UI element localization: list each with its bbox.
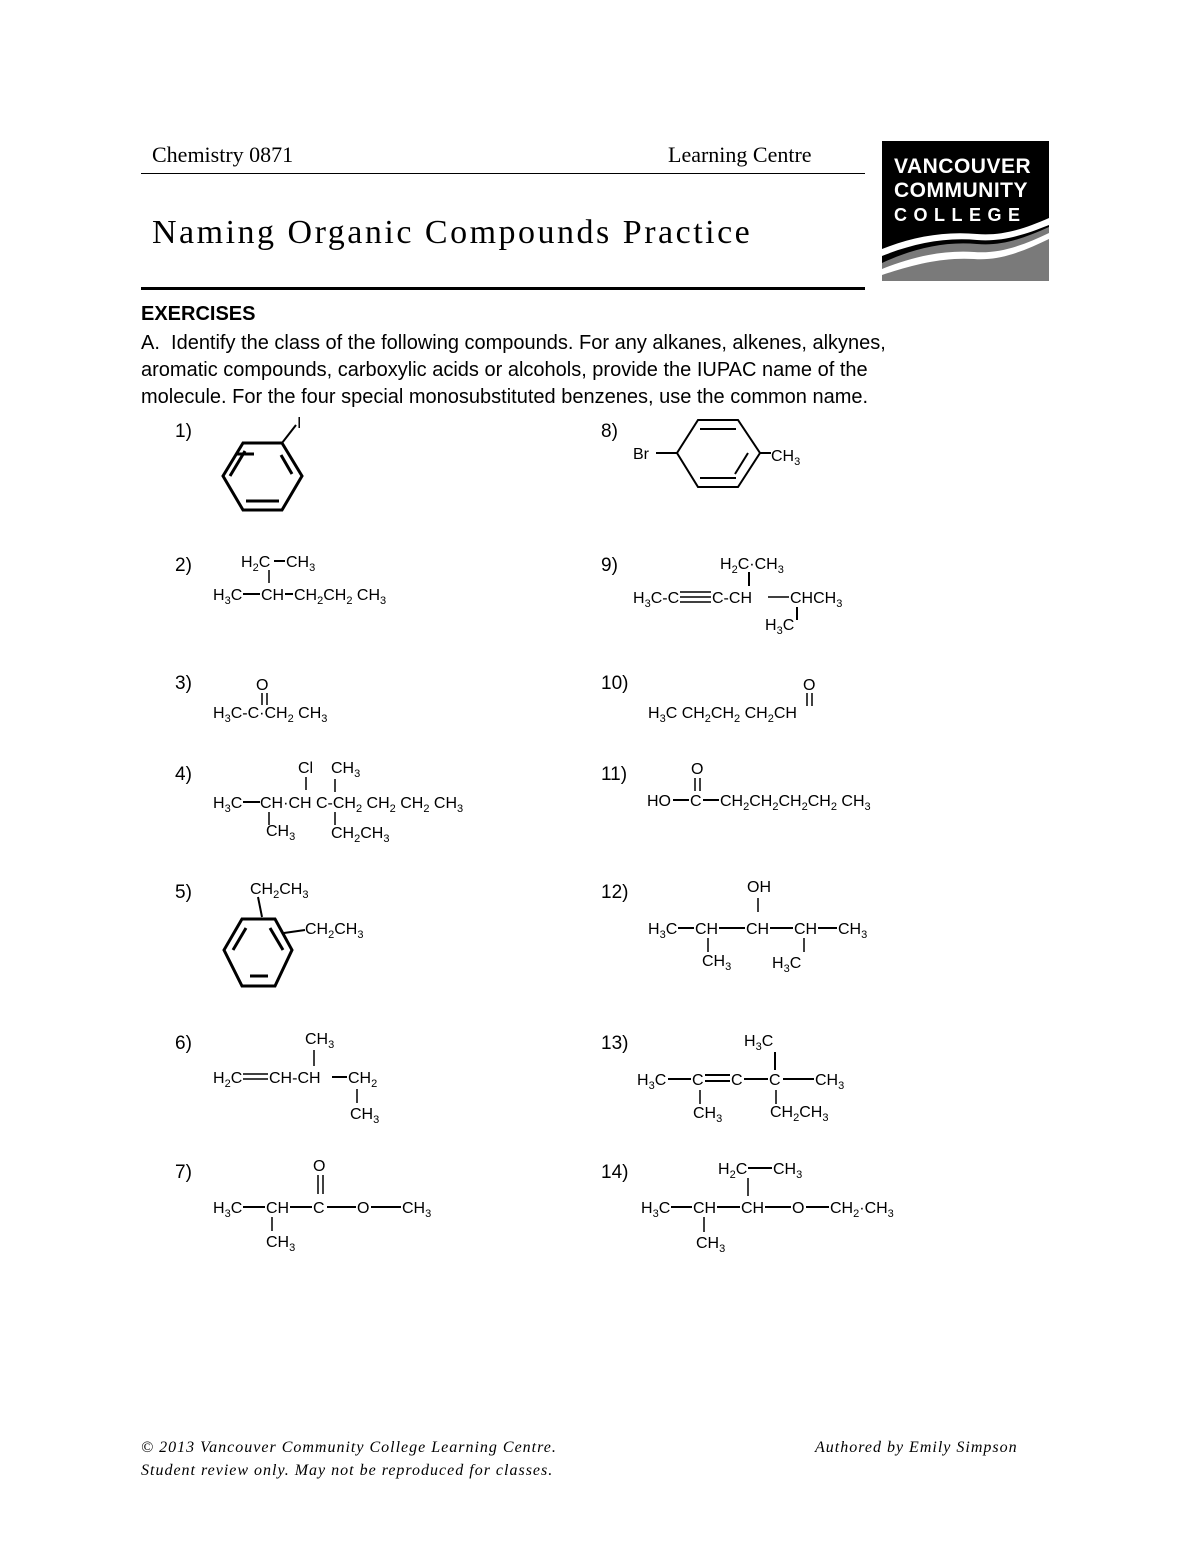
svg-text:CH: CH	[741, 1200, 765, 1217]
svg-text:CH: CH	[746, 921, 770, 938]
svg-text:H3C: $H_3C$	[213, 795, 243, 815]
svg-text:OH: OH	[747, 879, 771, 896]
instruction-line-1: A. Identify the class of the following compounds. For any alkanes, alkenes, alkynes,	[141, 332, 886, 354]
problem-number-10: 10)	[601, 673, 629, 694]
svg-text:C: C	[769, 1072, 781, 1089]
problem-number-11: 11)	[601, 764, 628, 785]
svg-text:Br: Br	[633, 446, 649, 463]
svg-text:H3C: $H_3C$	[765, 617, 795, 637]
svg-text:CH3: $CH_3$	[771, 448, 801, 468]
svg-text:C: C	[692, 1072, 704, 1089]
svg-text:H3C-C: $H_3C-C$	[633, 590, 680, 610]
svg-text:CH2: $CH_2$	[348, 1070, 378, 1090]
structure-2	[213, 554, 386, 607]
centre-name: Learning Centre	[668, 142, 812, 167]
svg-text:H3C: $H_3C$	[648, 921, 678, 941]
svg-text:CH2CH3: $CH_2CH_3$	[305, 921, 364, 941]
svg-text:CH2CH2 CH3: $CH_2CH_2$ $CH_3$	[294, 587, 387, 607]
svg-text:CH2CH2CH2CH2 CH3: $CH_2CH_2CH_2CH_2$ $CH_3$	[720, 793, 871, 813]
svg-text:CH3: $CH_3$	[266, 1234, 296, 1254]
svg-text:O: O	[691, 761, 704, 778]
structure-10	[648, 677, 815, 725]
instruction-line-3: molecule. For the four special monosubstituted benzenes, use the common name.	[141, 386, 869, 408]
svg-text:CH-CH: CH-CH	[269, 1070, 321, 1087]
problem-number-6: 6)	[175, 1033, 192, 1054]
svg-text:CH·CH C-CH2 CH2 CH2 CH3: CH·CH $C-CH_2$ $CH_2$ $CH_2$ $CH_3$	[260, 795, 464, 815]
problem-number-8: 8)	[601, 421, 618, 442]
problem-number-2: 2)	[175, 555, 192, 576]
svg-text:O: O	[803, 677, 816, 694]
page-title: Naming Organic Compounds Practice	[152, 214, 753, 251]
problem-number-5: 5)	[175, 882, 192, 903]
svg-text:CHCH3: $CHCH_3$	[790, 590, 843, 610]
svg-text:CH: CH	[695, 921, 719, 938]
problem-number-13: 13)	[601, 1033, 629, 1054]
problem-number-7: 7)	[175, 1162, 192, 1183]
svg-text:CH2CH3: $CH_2CH_3$	[331, 825, 390, 845]
svg-text:C: C	[313, 1200, 325, 1217]
structure-12	[648, 879, 867, 975]
svg-text:C: C	[690, 793, 702, 810]
svg-text:CH3: $CH_3$	[815, 1072, 845, 1092]
svg-text:C-CH: C-CH	[712, 590, 752, 607]
svg-text:H3C: $H_3C$	[744, 1033, 774, 1053]
structure-14	[641, 1161, 894, 1255]
structure-7	[213, 1158, 431, 1254]
svg-text:CH: CH	[794, 921, 818, 938]
footer-notice: Student review only. May not be reproduced for classes.	[141, 1462, 554, 1479]
svg-text:H2C: $H_2C$	[718, 1161, 748, 1181]
svg-text:CH3: $CH_3$	[702, 953, 732, 973]
svg-text:H3C: $H_3C$	[213, 1200, 243, 1220]
svg-text:CH3: $CH_3$	[331, 760, 361, 780]
svg-text:CH3: $CH_3$	[350, 1106, 380, 1126]
svg-text:O: O	[357, 1200, 370, 1217]
svg-text:O: O	[792, 1200, 805, 1217]
svg-text:H2C: $H_2C$	[213, 1070, 243, 1090]
svg-text:H3C: $H_3C$	[213, 587, 243, 607]
svg-text:CH: CH	[261, 587, 285, 604]
structure-6	[213, 1031, 379, 1126]
svg-text:CH: CH	[266, 1200, 290, 1217]
logo-line-2: COMMUNITY	[894, 179, 1028, 202]
structure-3	[213, 677, 327, 725]
structure-4	[213, 760, 463, 845]
svg-text:H3C: $H_3C$	[637, 1072, 667, 1092]
problem-number-9: 9)	[601, 555, 618, 576]
svg-text:CH3: $CH_3$	[286, 554, 316, 574]
structure-13	[637, 1033, 844, 1125]
svg-text:H2C·CH3: $H_2C\cdot CH_3$	[720, 556, 784, 576]
svg-text:CH3: $CH_3$	[773, 1161, 803, 1181]
svg-text:O: O	[256, 677, 269, 694]
problem-number-3: 3)	[175, 673, 192, 694]
svg-text:CH3: $CH_3$	[838, 921, 868, 941]
svg-text:CH3: $CH_3$	[305, 1031, 335, 1051]
course-name: Chemistry 0871	[152, 142, 294, 167]
structure-1	[223, 415, 302, 510]
svg-text:I: I	[297, 415, 302, 432]
svg-text:CH3: $CH_3$	[266, 823, 296, 843]
structure-8	[633, 420, 800, 487]
instruction-line-2: aromatic compounds, carboxylic acids or alcohols, provide the IUPAC name of the	[141, 359, 868, 381]
svg-text:H3C-C·CH2 CH3: $H_3C-C\cdot CH_2$ $CH_3$	[213, 705, 328, 725]
svg-text:H3C: $H_3C$	[772, 955, 802, 975]
structure-9	[633, 556, 842, 637]
problem-number-14: 14)	[601, 1162, 629, 1183]
svg-text:H3C: $H_3C$	[641, 1200, 671, 1220]
footer-author: Authored by Emily Simpson	[815, 1439, 1018, 1456]
problem-number-1: 1)	[175, 421, 192, 442]
svg-text:CH2·CH3: $CH_2\cdot CH_3$	[830, 1200, 894, 1220]
svg-text:CH3: $CH_3$	[696, 1235, 726, 1255]
structure-5	[224, 881, 363, 986]
svg-text:CH2CH3: $CH_2CH_3$	[770, 1104, 829, 1124]
problem-number-4: 4)	[175, 764, 192, 785]
structure-11	[647, 761, 871, 813]
footer-copyright: © 2013 Vancouver Community College Learning Centre.	[141, 1439, 557, 1456]
svg-text:H3C CH2CH2 CH2CH: $H_3C$ $CH_2CH_2$ $CH_2CH$	[648, 705, 797, 725]
svg-text:CH2CH3: $CH_2CH_3$	[250, 881, 309, 901]
svg-text:HO: HO	[647, 793, 671, 810]
svg-text:O: O	[313, 1158, 326, 1175]
svg-text:CH: CH	[693, 1200, 717, 1217]
svg-text:CH3: $CH_3$	[693, 1105, 723, 1125]
problem-number-12: 12)	[601, 882, 629, 903]
exercises-heading: EXERCISES	[141, 303, 256, 325]
svg-text:Cl: Cl	[298, 760, 314, 777]
svg-text:CH3: $CH_3$	[402, 1200, 432, 1220]
logo-line-1: VANCOUVER	[894, 155, 1032, 178]
svg-text:H2C: $H_2C$	[241, 554, 271, 574]
svg-text:C: C	[731, 1072, 743, 1089]
logo-line-3: COLLEGE	[894, 205, 1027, 225]
